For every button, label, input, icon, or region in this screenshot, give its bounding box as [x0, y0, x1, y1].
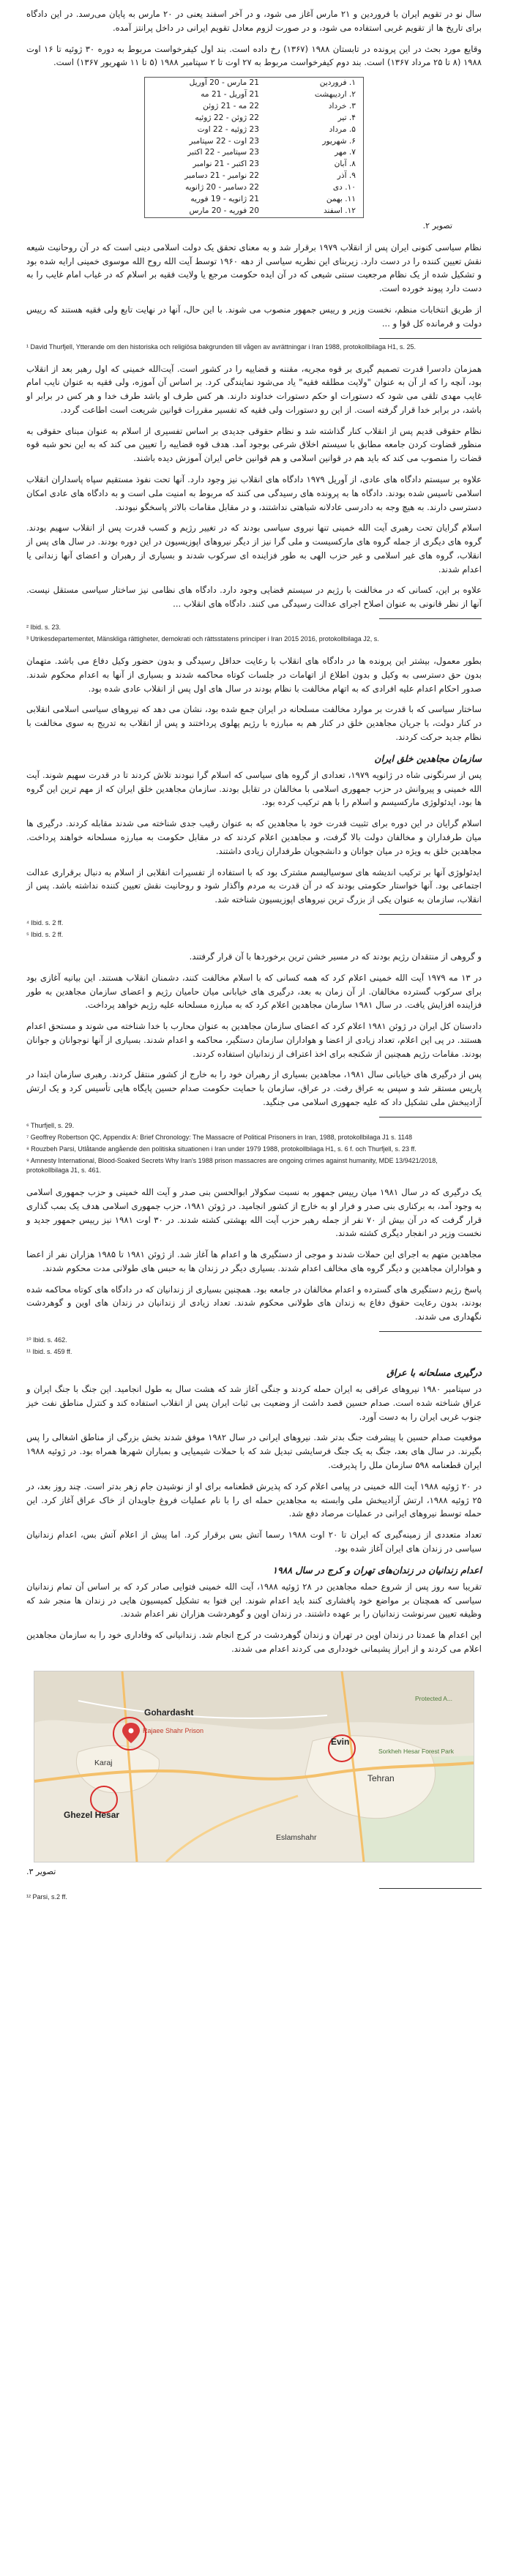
month-name-cell: ۷. مهر [335, 148, 356, 157]
section3-paragraph-2: ساختار سیاسی که با قدرت بر موارد مخالفت مسلحانه در ایران جمع شده بود، نشان می دهد که نیروهای سیاسی اسلامی انقلابی در کنار دولت، با جریان مجاهدین خلق در کنار هم به مبارزه با رژیم پهلوی پرداختند و پس از انقلاب به تدریج به سوی مخالفت با نظام جدید حرکت کردند. [26, 704, 482, 743]
month-row [145, 136, 364, 148]
intro-paragraph-1: سال نو در تقویم ایران با فروردین و ۲۱ مارس آغاز می شود، و در آخر اسفند یعنی در ۲۰ مارس به پایان می‌رسد. در این داد‌گاه برای تاریخ ها از تقویم غربی استفاده می شود، و در صورت لزوم معادل تقویم ایرانی در داخل پرانتز آمده. [26, 9, 482, 33]
footnote-8: ⁸ Rouzbeh Parsi, Utlåtande angående den politiska situationen i Iran under 1979 1988, protokollbilaga H1, s. 6 f. och Thurfjell, s. 23 ff. [26, 1145, 417, 1153]
month-date-range-cell: 23 اوت - 22 سپتامبر [189, 136, 259, 146]
month-name-cell: ۴. تیر [337, 113, 356, 122]
month-date-range-cell: 21 آوریل - 21 مه [201, 90, 259, 100]
map-label-evin: Evin [331, 1736, 350, 1747]
month-row [145, 171, 364, 182]
footnotes-block-5 [26, 1331, 482, 1357]
section1-paragraph-1: نظام سیاسی کنونی ایران پس از انقلاب ۱۹۷۹ برقرار شد و به معنای تحقق یک دولت اسلامی دینی است که در آن روحانیت شیعه نقش تعیین کننده را در دست دارد. زیربنای این نظریه سیاسی از دهه ۱۹۶۰ توسط آیت الله روح الله موسوی خمینی ارایه شده بود و تشکیل شده از یک نظام مرجعیت سنتی شیعی که در آن ایده حکومت مرجع یا ولایت فقیه بر اسلام که در غیاب امام غایب را به دست دارد پیوند خورده است. [26, 242, 482, 294]
section1-paragraph-2: از طریق انتخابات منظم، نخست وزیر و رییس جمهور منصوب می شوند. با این حال، آنها در نهایت تابع ولی فقیه هستند که رییس دولت و فرمانده کل قوا و ... [26, 304, 482, 329]
footnote-9: ⁹ Amnesty International, Blood-Soaked Secrets Why Iran's 1988 prison massacres are ongoing crimes against humanity, MDE 13/9421/2018, protokollbilaga J1, s. 461. [26, 1156, 438, 1174]
map-label-ghezel: Ghezel Hesar [64, 1809, 120, 1820]
section5-paragraph-4: پس از درگیری های خیابانی سال ۱۹۸۱، مجاهدین بسیاری از رهبران خود را به خارج از کشور منتقل کردند. رهبری سازمان ابتدا در پاریس مستقر شد و سپس به عراق رفت. در عراق، سازمان با حمایت حکومت صدام حسین پایگاه هایی تأسیس کرد و یک ارتش آزادیبخش ملی تشکیل داد که علیه جمهوری اسلامی می جنگید. [26, 1069, 482, 1107]
footnote-4: ⁴ Ibid. s. 2 ff. [26, 918, 64, 926]
map-label-rajaei: Rajaee Shahr Prison [143, 1726, 204, 1734]
footnotes-block-4 [26, 1117, 482, 1175]
map-label-sorkhe: Sorkheh Hesar Forest Park [378, 1747, 454, 1755]
section7-paragraph-1: در سپتامبر ۱۹۸۰ نیروهای عراقی به ایران حمله کردند و جنگی آغاز شد که هشت سال به طول انجامید. این جنگ با جنگ ایران و عراق شناخته شده است. صدام حسین قصد داشت از وضعیت بی ثبات ایران پس از انقلاب استفاده کند و کنترل مناطق نفت خیز جنوب غربی ایران را به دست آورد. [26, 1384, 482, 1422]
month-date-range-cell: 22 نوامبر - 21 دسامبر [184, 171, 259, 181]
section8-paragraph-2: این اعدام ها عمدتا در زندان اوین در تهران و زندان گوهردشت در کرج انجام شد. زندانیانی که وفاداری خود را به سازمان مجاهدین اعلام می کردند و از ابراز پشیمانی خودداری می کردند اعدام می شدند. [26, 1630, 482, 1654]
month-name-cell: ۲. اردیبهشت [314, 90, 356, 100]
map-caption: تصویر ۳. [26, 1866, 56, 1876]
month-date-range-cell: 23 ژوئیه - 22 اوت [197, 124, 259, 134]
footnote-rule [379, 914, 482, 915]
footnotes-block-1 [26, 338, 482, 352]
month-row [145, 78, 364, 89]
month-name-cell: ۶. شهریور [322, 136, 356, 146]
map-label-karaj: Karaj [94, 1758, 113, 1767]
month-date-range-cell: 22 مه - 21 ژوئن [203, 101, 259, 111]
tehran-karaj-map [34, 1671, 474, 1862]
footnote-rule [379, 1331, 482, 1332]
footnote-7: ⁷ Geoffrey Robertson QC, Appendix A: Brief Chronology: The Massacre of Political Prisoners in Iran, 1988, protokollbilaga J1 s. 1148 [26, 1133, 413, 1141]
section-heading-executions: اعدام زندانیان در زندان‌های تهران و کرج در سال ۱۹۸۸ [272, 1564, 482, 1576]
month-row [145, 147, 364, 159]
footnote-6: ⁶ Thurfjell, s. 29. [26, 1121, 75, 1129]
footnote-11: ¹¹ Ibid. s. 459 ff. [26, 1348, 72, 1356]
month-name-cell: ۱۰. دی [332, 183, 356, 192]
month-row [145, 89, 364, 101]
footnote-rule [379, 338, 482, 339]
month-row [145, 194, 364, 206]
section5-paragraph-2: در ۱۳ مه ۱۹۷۹ آیت الله خمینی اعلام کرد که همه کسانی که با اسلام مخالفت کنند، دشمنان انقلاب هستند. این بیانیه آغازی بود برای سرکوب گسترده مخالفان. از آن زمان به بعد، درگیری های خیابانی میان حامیان رژیم و اعضای سازمان مجاهدین به طور فزاینده افزایش یافت. در سال ۱۹۸۱ سازمان مجاهدین اعلام کرد که به مبارزه مسلحانه علیه رژیم خواهد پرداخت. [26, 972, 482, 1011]
footnote-1: ¹ David Thurfjell, Ytterande om den historiska och religiösa bakgrunden till vågen av avrättningar i Iran 1988, protokollbilaga H1, s. 25. [26, 342, 416, 351]
month-date-range-cell: 22 ژوئن - 22 ژوئیه [195, 113, 259, 122]
month-name-cell: ۱. فروردین [319, 78, 356, 88]
month-row [145, 101, 364, 113]
footnote-rule [379, 1888, 482, 1889]
month-date-range-cell: 21 ژانویه - 19 فوریه [190, 195, 259, 204]
footnote-2: ² Ibid. s. 23. [26, 624, 61, 632]
footnotes-block-6 [26, 1888, 482, 1902]
month-name-cell: ۹. آذر [337, 171, 356, 181]
footnotes-block-3 [26, 914, 482, 940]
month-row [145, 182, 364, 194]
month-name-cell: ۸. آبان [334, 160, 356, 169]
footnote-rule [379, 618, 482, 619]
section8-paragraph-1: تقریبا سه روز پس از شروع حمله مجاهدین در ۲۸ ژوئیه ۱۹۸۸، آیت الله خمینی فتوایی صادر کرد که بر اساس آن تمام زندانیان سیاسی که همچنان بر مواضع خود پافشاری کنند باید اعدام شوند. این فتوا به تشکیل کمیسیون هایی در زندان ها منجر شد که وظیفه تعیین سرنوشت زندانیان را بر عهده داشتند. در زندان اوین و گوهردشت هزاران نفر اعدام شدند. [26, 1581, 482, 1620]
section4-paragraph-2: اسلام گرایان در این دوره برای تثبیت قدرت خود با مجاهدین که به عنوان رقیب جدی شناخته می شدند مقابله کردند. درگیری ها میان طرفداران و مخالفان دولت بالا گرفت، و مجاهدین اعلام کردند که در مقابل حکومت به مبارزه مسلحانه خواهند پرداخت. مجاهدین خلق به ویژه در میان جوانان و دانشجویان طرفداران زیادی داشتند. [26, 818, 482, 856]
map-label-tehran: Tehran [367, 1772, 395, 1783]
month-name-cell: ۱۲. اسفند [323, 206, 356, 215]
footnote-10: ¹⁰ Ibid. s. 462. [26, 1336, 67, 1344]
section3-paragraph-1: بطور معمول، بیشتر این پرونده ها در دادگاه های انقلاب با رعایت حداقل رسیدگی و بدون حضور وکیل دفاع می باشد. متهمان بدون حق دسترسی به وکیل و بدون اطلاع از اتهامات در جلسات کوتاه محاکمه شدند و بسیاری از آنها به اعدام محکوم شدند. صدور احکام اعدام علیه افرادی که به اتهام مخالفت با نظام بودند در سال های اول پس از انقلاب عادی شده بود. [26, 656, 482, 694]
footnote-5: ⁵ Ibid. s. 2 ff. [26, 930, 64, 938]
month-date-range-cell: 21 مارس - 20 آوریل [189, 78, 259, 88]
section6-paragraph-1: یک درگیری که در سال ۱۹۸۱ میان رییس جمهور به نسبت سکولار ابوالحسن بنی صدر و آیت الله خمینی و حزب جمهوری اسلامی به وجود آمد، به برکناری بنی صدر و فرار او به خارج از کشور انجامید. در ژوئن ۱۹۸۱، حزب جمهوری اسلامی هدف یک بمب گذاری قرار گرفت که در آن بیش از ۷۰ نفر از جمله رهبر حزب آیت الله بهشتی کشته شدند. در ۳۰ اوت ۱۹۸۱ نیز رییس جمهور جدید و نخست وزیر در انفجار دیگری کشته شدند. [26, 1187, 482, 1239]
month-name-cell: ۱۱. بهمن [326, 195, 356, 204]
map-label-eslamshahr: Eslamshahr [276, 1832, 317, 1842]
section4-paragraph-3: ایدئولوژی آنها بر ترکیب اندیشه های سوسیالیسم مشترک بود که با استفاده از تفسیرات انقلابی از اسلام به دنبال برقراری عدالت اجتماعی بود. آنها خواستار حکومتی بودند که در آن قدرت به مردم واگذار شود و روحانیت نقش تعیین کننده نداشته باشد. پس از انقلاب، سازمان به عنوان یکی از بزرگ ترین نیروهای اپوزیسیون شناخته شد. [26, 866, 482, 905]
table-caption: تصویر ۲. [422, 220, 452, 231]
month-date-range-cell: 22 دسامبر - 20 ژانویه [185, 183, 259, 192]
footnotes-block-2 [26, 618, 482, 644]
section2-paragraph-1: همزمان دادسرا قدرت تصمیم گیری بر قوه مجریه، مقننه و قضاییه را در کشور است. آیت‌الله خمینی که اول رهبر بعد از انقلاب بود، آنچه را که از آن به عنوان "ولایت مطلقه فقیه" یاد می‌شود نمایندگی کرد. بر اساس آن آموزه، ولی فقیه به عنوان نایب امام غایب مهدی تلقی می شود که دستورات او حکم دستورات خداوند دارند. هر کس طرف او باشد طرف خدا و هر کس در برابر او باشد، در برابر خدا قرار گرفته است. از این رو دستورات ولی فقیه که تفسیر مقررات قوانین شریعت است اطاعت گردد. [26, 363, 482, 415]
footnote-12: ¹² Parsi, s.2 ff. [26, 1892, 67, 1901]
section4-paragraph-1: پس از سرنگونی شاه در ژانویه ۱۹۷۹، تعدادی از گروه های سیاسی که اسلام گرا نبودند تلاش کردند تا در قدرت سهیم شوند. آیت الله خمینی و پیروانش در حزب جمهوری اسلامی با مخالفان در تقابل بودند. سازمان مجاهدین خلق ایران که از مهم ترین این گروه ها بود، ایدئولوژی مارکسیسم و اسلام را با هم ترکیب کرده بود. [26, 769, 482, 808]
month-row [145, 113, 364, 124]
section6-paragraph-2: مجاهدین متهم به اجرای این حملات شدند و موجی از دستگیری ها و اعدام ها آغاز شد. از ژوئن ۱۹۸۱ تا ۱۹۸۵ هزاران نفر از اعضا و هواداران مجاهدین و دیگر گروه های مخالف اعدام شدند. بسیاری دیگر در زندان ها به حبس های طولانی مدت محکوم شدند. [26, 1249, 482, 1273]
map-terrain-north [34, 1671, 474, 1729]
month-row [145, 124, 364, 136]
section2-paragraph-2: نظام حقوقی قدیم پس از انقلاب کنار گذاشته شد و نظام حقوقی جدیدی بر اساس تفسیری از اسلام به عنوان مبنای حقوقی به منظور قضاوت کردن جامعه مطابق با سیستم اخلاق شرعی بوجود آمد. هدف قوه قضاییه را تعیین می کند که به این نحو شبه قوه قضات را منصوب می کند که باید هم در قوانین اسلامی و هم قوانین خاص ایران آموزش دیده باشند. [26, 425, 482, 464]
section7-paragraph-3: در ۲۰ ژوئیه ۱۹۸۸ آیت الله خمینی در پیامی اعلام کرد که پذیرش قطعنامه برای او از نوشیدن جام زهر بدتر است. چند روز بعد، در ۲۵ ژوئیه ۱۹۸۸، ارتش آزادیبخش ملی وابسته به مجاهدین حمله ای را با نام عملیات فروغ جاویدان از خاک عراق آغاز کرد. این حمله توسط نیروهای ایرانی در عملیات مرصاد دفع شد. [26, 1480, 482, 1519]
month-name-cell: ۳. خرداد [328, 101, 356, 111]
section7-paragraph-4: تعداد متعددی از زمینه‌گیری که ایران تا ۲۰ اوت ۱۹۸۸ رسما آتش بس برقرار کرد. اما پیش از اعلام آتش بس، اعدام زندانیان سیاسی در زندان های ایران آغاز شده بود. [26, 1530, 482, 1554]
footnote-3: ³ Utrikesdepartementet, Mänskliga rättigheter, demokrati och rättsstatens principer i Iran 2015 2016, protokollbilaga J2, s. [26, 635, 379, 643]
intro-paragraph-2: وقایع مورد بحث در این پرونده در تابستان ۱۹۸۸ (۱۳۶۷) رخ داده است. بند اول کیفرخواست مربوط به دوره ۳۰ ژوئیه تا ۱۶ اوت ۱۹۸۸ (۸ تا ۲۵ مرداد ۱۳۶۷) است. بند دوم کیفرخواست مربوط به ۲۷ اوت تا ۲ سپتامبر ۱۹۸۸ (۵ تا ۱۱ شهریور ۱۳۶۷) است. [26, 43, 482, 68]
map-label-gohardasht: Gohardasht [144, 1707, 194, 1718]
month-date-range-cell: 23 سپتامبر - 22 اکتبر [187, 148, 259, 157]
section5-paragraph-1: و گروهی از منتقدان رژیم بودند که در مسیر خشن ترین برخوردها با آن قرار گرفتند. [189, 951, 482, 962]
month-row [145, 206, 364, 217]
month-date-range-cell: 23 اکتبر - 21 نوامبر [193, 160, 259, 169]
section2-paragraph-3: علاوه بر سیستم دادگاه های عادی، از آوریل ۱۹۷۹ دادگاه های انقلاب نیز وجود دارد. آنها تحت نفوذ مستقیم سپاه پاسداران انقلاب اسلامی تاسیس شده بودند. دادگاه ها به پرونده های رسیدگی می کنند که مربوط به امنیت ملی است و به دادگاه های عادی امکان دسترسی دارند. به هیچ وجه به دادرسی عادلانه شباهتی نداشتند، و در مقابل مقامات بالاتر پاسخگو نبودند. [26, 474, 482, 512]
month-date-range-cell: 20 فوریه - 20 مارس [189, 206, 259, 215]
section2-paragraph-4: اسلام گرایان تحت رهبری آیت الله خمینی تنها نیروی سیاسی بودند که در تغییر رژیم و کسب قدرت پس از انقلاب سهیم بودند. گروه های دیگری از جمله گروه های مارکسیست و ملی گرا نیز از دیگر نیروهای اپوزیسیون در این دوره بودند. در سال های پس از انقلاب، گروه های غیر اسلامی و غیر حزب الهی به طور فزاینده ای سرکوب شدند و بسیاری از رهبران و اعضای آنها زندانی یا اعدام شدند. [26, 523, 482, 574]
map-label-protected: Protected A... [415, 1694, 453, 1702]
section-heading-mek: سازمان مجاهدین خلق ایران [374, 752, 482, 764]
section2-paragraph-5: علاوه بر این، کسانی که در مخالفت با رژیم در سیستم قضایی وجود دارد. دادگاه های نظامی نیز ساختار سیاسی مستقل نیست. آنها از نظر قانونی به عنوان اصلاح اجرای عدالت رسیدگی می کنند. دادگاه های انقلاب ... [26, 585, 482, 610]
section-heading-iraq-war: درگیری مسلحانه با عراق [386, 1367, 482, 1379]
section6-paragraph-3: پاسخ رژیم دستگیری های گسترده و اعدام مخالفان در جامعه بود. همچنین بسیاری از زندانیان که در دادگاه های کوتاه محاکمه شده بودند، بدون رعایت حقوق دفاع به زندان های طولانی محکوم شدند. تعداد زیادی از زندانیان در زندان های اوین و گوهردشت نگهداری می شدند. [26, 1284, 482, 1322]
section7-paragraph-2: موقعیت صدام حسین با پیشرفت جنگ بدتر شد. نیروهای ایرانی در سال ۱۹۸۲ موفق شدند بخش بزرگی از مناطق اشغالی را پس بگیرند. در سال های بعد، جنگ به یک جنگ فرسایشی تبدیل شد که با حملات شیمیایی و بمباران شهرها همراه بود. در ژوئیه ۱۹۸۸ ایران قطعنامه ۵۹۸ سازمان ملل را پذیرفت. [26, 1432, 482, 1471]
section5-paragraph-3: دادستان کل ایران در ژوئن ۱۹۸۱ اعلام کرد که اعضای سازمان مجاهدین به عنوان محارب با خدا شناخته می شوند و مستحق اعدام هستند. در پی این اعلام، تعداد زیادی از اعضا و هواداران سازمان دستگیر، محاکمه و اعدام شدند. بسیاری از آنها نوجوانان و جوانان بودند. مقامات رژیم همچنین از شکنجه برای اخذ اعتراف از زندانیان استفاده کردند. [26, 1021, 482, 1059]
map-pin-dot [129, 1728, 134, 1733]
persian-months-table [144, 77, 364, 218]
month-row [145, 159, 364, 171]
month-name-cell: ۵. مرداد [329, 124, 356, 134]
